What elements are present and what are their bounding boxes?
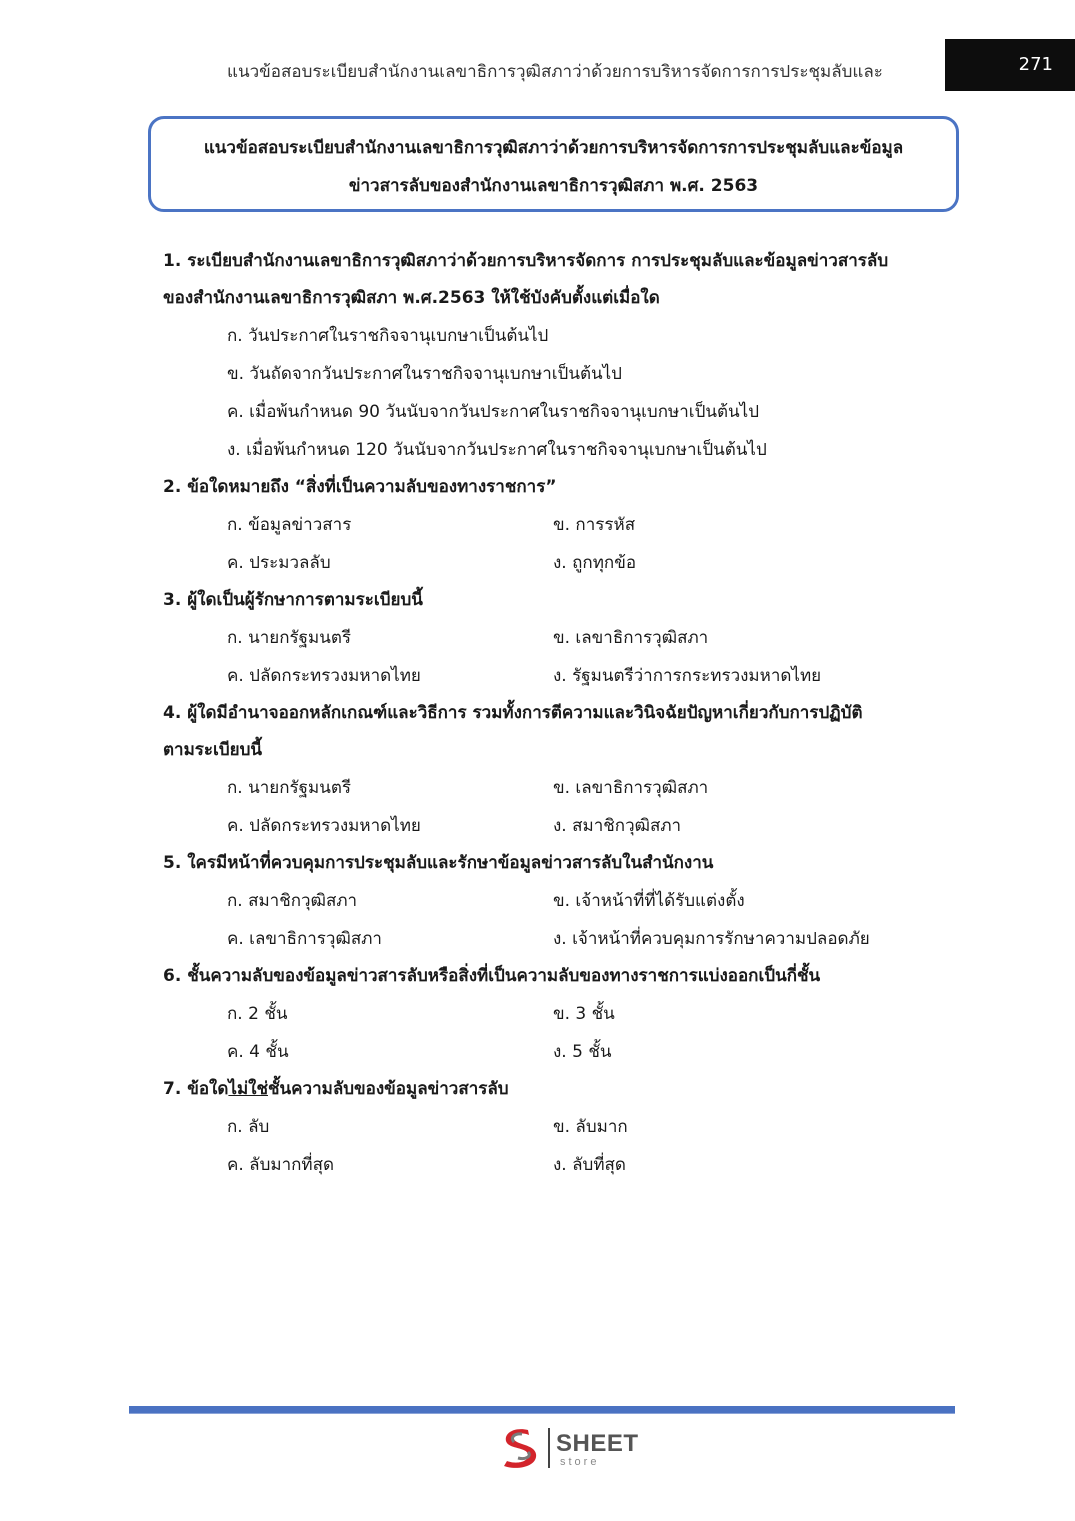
question-1 xyxy=(163,243,953,469)
question-4-option-a: ก. นายกรัฐมนตรี xyxy=(227,778,352,798)
question-7-stem-prefix: 7. ข้อใด xyxy=(163,1079,229,1099)
page-number: 271 xyxy=(945,39,1075,91)
question-7-option-a: ก. ลับ xyxy=(227,1117,270,1137)
question-6-option-b: ข. 3 ชั้น xyxy=(553,1004,615,1024)
document-title-line-2: ข่าวสารลับของสำนักงานเลขาธิการวุฒิสภา พ.ศ. 2563 xyxy=(348,176,759,196)
question-2-option-b: ข. การรหัส xyxy=(553,515,636,535)
question-6-option-a: ก. 2 ชั้น xyxy=(227,1004,288,1024)
question-3-stem: 3. ผู้ใดเป็นผู้รักษาการตามระเบียบนี้ xyxy=(163,590,423,610)
question-6-option-d: ง. 5 ชั้น xyxy=(553,1042,612,1062)
logo-divider xyxy=(548,1428,550,1468)
question-7 xyxy=(163,1071,953,1184)
question-3-option-c: ค. ปลัดกระทรวงมหาดไทย xyxy=(227,666,421,686)
question-5-option-d: ง. เจ้าหน้าที่ควบคุมการรักษาความปลอดภัย xyxy=(553,929,870,949)
question-7-stem-underlined: ไม่ใช่ xyxy=(228,1079,268,1099)
question-1-stem-line-1: 1. ระเบียบสำนักงานเลขาธิการวุฒิสภาว่าด้วยการบริหารจัดการ การประชุมลับและข้อมูลข่าวสารลับ xyxy=(163,251,889,271)
question-7-stem-suffix: ชั้นความลับของข้อมูลข่าวสารลับ xyxy=(268,1079,509,1099)
question-4-option-b: ข. เลขาธิการวุฒิสภา xyxy=(553,778,709,798)
question-1-stem-line-2: ของสำนักงานเลขาธิการวุฒิสภา พ.ศ.2563 ให้ใช้บังคับตั้งแต่เมื่อใด xyxy=(163,288,660,308)
document-title-box xyxy=(148,116,959,212)
question-7-option-c: ค. ลับมากที่สุด xyxy=(227,1155,335,1175)
logo-subword: store xyxy=(560,1456,600,1468)
question-1-option-c: ค. เมื่อพ้นกำหนด 90 วันนับจากวันประกาศในราชกิจจานุเบกษาเป็นต้นไป xyxy=(227,402,759,422)
footer-rule xyxy=(129,1406,955,1414)
question-4 xyxy=(163,695,953,845)
question-1-option-d: ง. เมื่อพ้นกำหนด 120 วันนับจากวันประกาศในราชกิจจานุเบกษาเป็นต้นไป xyxy=(227,440,767,460)
running-header: แนวข้อสอบระเบียบสำนักงานเลขาธิการวุฒิสภาว่าด้วยการบริหารจัดการการประชุมลับและ xyxy=(227,62,883,82)
question-5 xyxy=(163,845,953,958)
question-list xyxy=(163,243,953,1184)
question-7-option-b: ข. ลับมาก xyxy=(553,1117,628,1137)
question-3-option-a: ก. นายกรัฐมนตรี xyxy=(227,628,352,648)
question-1-option-b: ข. วันถัดจากวันประกาศในราชกิจจานุเบกษาเป็นต้นไป xyxy=(227,364,622,384)
question-6-stem: 6. ชั้นความลับของข้อมูลข่าวสารลับหรือสิ่งที่เป็นความลับของทางราชการแบ่งออกเป็นกี่ชั้น xyxy=(163,966,821,986)
question-3 xyxy=(163,582,953,695)
question-4-stem-line-2: ตามระเบียบนี้ xyxy=(163,740,263,760)
logo-word: SHEET xyxy=(556,1430,639,1457)
document-title-line-1: แนวข้อสอบระเบียบสำนักงานเลขาธิการวุฒิสภาว่าด้วยการบริหารจัดการการประชุมลับและข้อมูล xyxy=(203,138,904,158)
question-5-option-a: ก. สมาชิกวุฒิสภา xyxy=(227,891,358,911)
question-2-option-c: ค. ประมวลลับ xyxy=(227,553,331,573)
question-2-option-a: ก. ข้อมูลข่าวสาร xyxy=(227,515,352,535)
question-5-option-c: ค. เลขาธิการวุฒิสภา xyxy=(227,929,382,949)
question-7-option-d: ง. ลับที่สุด xyxy=(553,1155,626,1175)
question-2-option-d: ง. ถูกทุกข้อ xyxy=(553,553,637,573)
question-1-option-a: ก. วันประกาศในราชกิจจานุเบกษาเป็นต้นไป xyxy=(227,326,549,346)
question-4-stem-line-1: 4. ผู้ใดมีอำนาจออกหลักเกณฑ์และวิธีการ รวมทั้งการตีความและวินิจฉัยปัญหาเกี่ยวกับการปฏิบัติ xyxy=(163,703,863,723)
question-7-stem xyxy=(163,1071,953,1108)
question-6-option-c: ค. 4 ชั้น xyxy=(227,1042,289,1062)
question-3-option-d: ง. รัฐมนตรีว่าการกระทรวงมหาดไทย xyxy=(553,666,822,686)
question-3-option-b: ข. เลขาธิการวุฒิสภา xyxy=(553,628,709,648)
question-5-stem: 5. ใครมีหน้าที่ควบคุมการประชุมลับและรักษาข้อมูลข่าวสารลับในสำนักงาน xyxy=(163,853,714,873)
question-2-stem: 2. ข้อใดหมายถึง “สิ่งที่เป็นความลับของทางราชการ” xyxy=(163,477,557,497)
question-4-option-d: ง. สมาชิกวุฒิสภา xyxy=(553,816,682,836)
question-4-option-c: ค. ปลัดกระทรวงมหาดไทย xyxy=(227,816,421,836)
question-5-option-b: ข. เจ้าหน้าที่ที่ได้รับแต่งตั้ง xyxy=(553,891,745,911)
question-2 xyxy=(163,469,953,582)
question-6 xyxy=(163,958,953,1071)
